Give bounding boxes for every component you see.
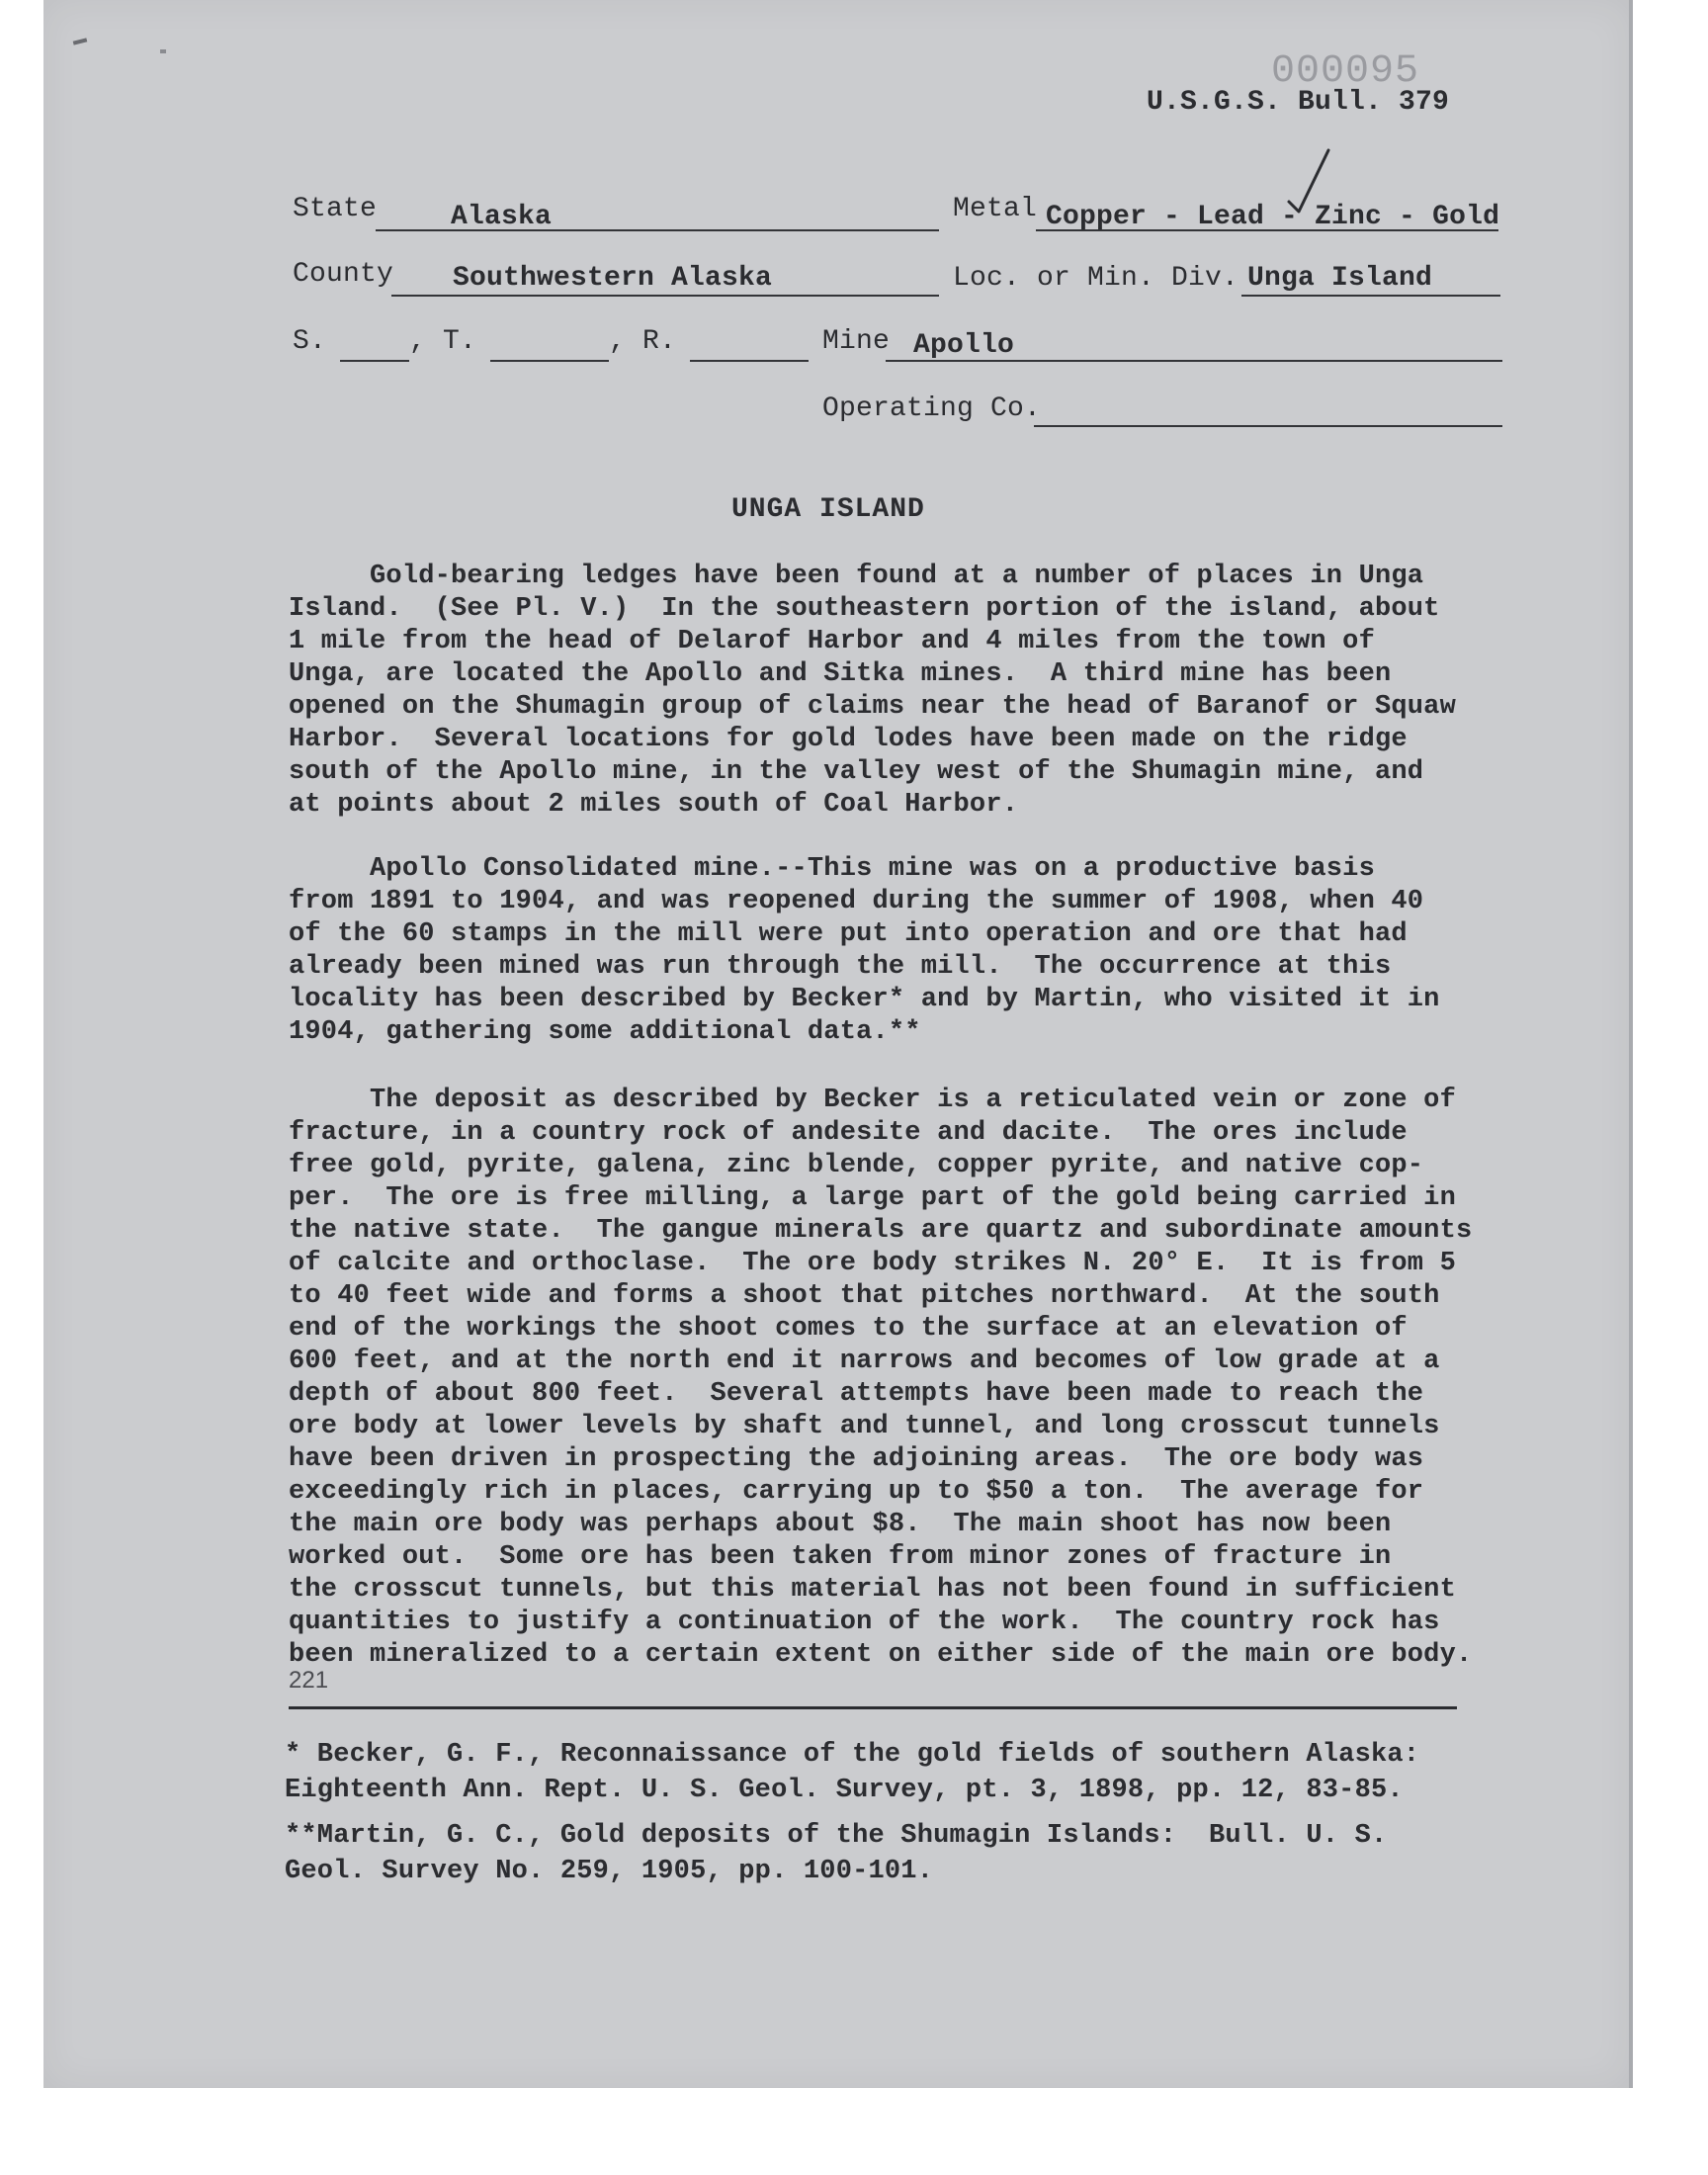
body-text-line: been mineralized to a certain extent on either side of the main ore body. (289, 1640, 1473, 1670)
footnote-line: * Becker, G. F., Reconnaissance of the gold fields of southern Alaska: (285, 1740, 1420, 1770)
body-text-line: have been driven in prospecting the adjoining areas. The ore body was (289, 1444, 1424, 1474)
body-text-line: south of the Apollo mine, in the valley west of the Shumagin mine, and (289, 757, 1424, 787)
body-text-line: worked out. Some ore has been taken from minor zones of fracture in (289, 1542, 1392, 1572)
county-value: Southwestern Alaska (453, 263, 773, 294)
body-text-line: of the 60 stamps in the mill were put into operation and ore that had (289, 919, 1408, 949)
body-text-line: 1 mile from the head of Delarof Harbor and 4 miles from the town of (289, 627, 1375, 656)
body-text-line: already been mined was run through the mill. The occurrence at this (289, 952, 1392, 982)
state-label: State (293, 194, 378, 224)
county-label: County (293, 259, 394, 290)
footnote-line: Eighteenth Ann. Rept. U. S. Geol. Survey, pt. 3, 1898, pp. 12, 83-85. (285, 1776, 1404, 1805)
township-label: , T. (409, 326, 477, 357)
footnote-line: **Martin, G. C., Gold deposits of the Shumagin Islands: Bull. U. S. (285, 1821, 1388, 1851)
page-edge-shadow (1629, 0, 1633, 2088)
scan-speck (160, 49, 166, 53)
loc-value: Unga Island (1247, 263, 1433, 294)
metal-label: Metal (953, 194, 1038, 224)
mine-value: Apollo (913, 330, 1015, 361)
footnote-line: Geol. Survey No. 259, 1905, pp. 100-101. (285, 1857, 934, 1886)
body-text-line: free gold, pyrite, galena, zinc blende, copper pyrite, and native cop- (289, 1151, 1424, 1180)
section-label: S. (293, 326, 327, 357)
body-text-line: opened on the Shumagin group of claims near the head of Baranof or Squaw (289, 692, 1456, 722)
body-text-line: Island. (See Pl. V.) In the southeastern portion of the island, about (289, 594, 1440, 624)
body-text-line: at points about 2 miles south of Coal Harbor. (289, 790, 1019, 820)
operating-company-underline (1034, 392, 1502, 427)
body-text-line: fracture, in a country rock of andesite and dacite. The ores include (289, 1118, 1408, 1148)
body-text-line: of calcite and orthoclase. The ore body strikes N. 20° E. It is from 5 (289, 1249, 1456, 1278)
body-text-line: the native state. The gangue minerals are quartz and subordinate amounts (289, 1216, 1473, 1246)
body-text-line: exceedingly rich in places, carrying up to $50 a ton. The average for (289, 1477, 1424, 1507)
body-text-line: 1904, gathering some additional data.** (289, 1017, 921, 1047)
body-text-line: the main ore body was perhaps about $8. The main shoot has now been (289, 1510, 1392, 1539)
body-text-line: end of the workings the shoot comes to the surface at an elevation of (289, 1314, 1408, 1344)
document-number: 000095 (1271, 49, 1420, 94)
township-underline (490, 326, 609, 362)
body-text-line: locality has been described by Becker* and by Martin, who visited it in (289, 985, 1440, 1014)
range-label: , R. (609, 326, 677, 357)
body-text-line: to 40 feet wide and forms a shoot that pitches northward. At the south (289, 1281, 1440, 1311)
body-text-line: The deposit as described by Becker is a reticulated vein or zone of (289, 1086, 1456, 1115)
section-heading: UNGA ISLAND (731, 494, 925, 525)
body-text-line: Apollo Consolidated mine.--This mine was on a productive basis (289, 854, 1375, 884)
loc-label: Loc. or Min. Div. (953, 263, 1239, 294)
body-text-line: the crosscut tunnels, but this material has not been found in sufficient (289, 1575, 1456, 1605)
page-number: 221 (289, 1667, 329, 1694)
state-value: Alaska (451, 202, 553, 232)
footnote-divider (289, 1706, 1457, 1709)
range-underline (690, 326, 809, 362)
body-text-line: 600 feet, and at the north end it narrows and becomes of low grade at a (289, 1347, 1440, 1376)
mine-label: Mine (822, 326, 891, 357)
body-text-line: Gold-bearing ledges have been found at a number of places in Unga (289, 562, 1424, 591)
body-text-line: quantities to justify a continuation of the work. The country rock has (289, 1608, 1440, 1637)
operating-company-label: Operating Co. (822, 393, 1042, 424)
body-text-line: depth of about 800 feet. Several attempts have been made to reach the (289, 1379, 1424, 1409)
body-text-line: ore body at lower levels by shaft and tunnel, and long crosscut tunnels (289, 1412, 1440, 1441)
check-mark-icon (1285, 146, 1334, 218)
body-text-line: from 1891 to 1904, and was reopened during the summer of 1908, when 40 (289, 887, 1424, 916)
section-underline (340, 326, 409, 362)
body-text-line: per. The ore is free milling, a large part of the gold being carried in (289, 1183, 1456, 1213)
bulletin-reference: U.S.G.S. Bull. 379 (1147, 87, 1450, 118)
body-text-line: Unga, are located the Apollo and Sitka mines. A third mine has been (289, 659, 1392, 689)
metal-value: Copper - Lead - Zinc - Gold (1046, 202, 1500, 232)
body-text-line: Harbor. Several locations for gold lodes have been made on the ridge (289, 725, 1408, 754)
